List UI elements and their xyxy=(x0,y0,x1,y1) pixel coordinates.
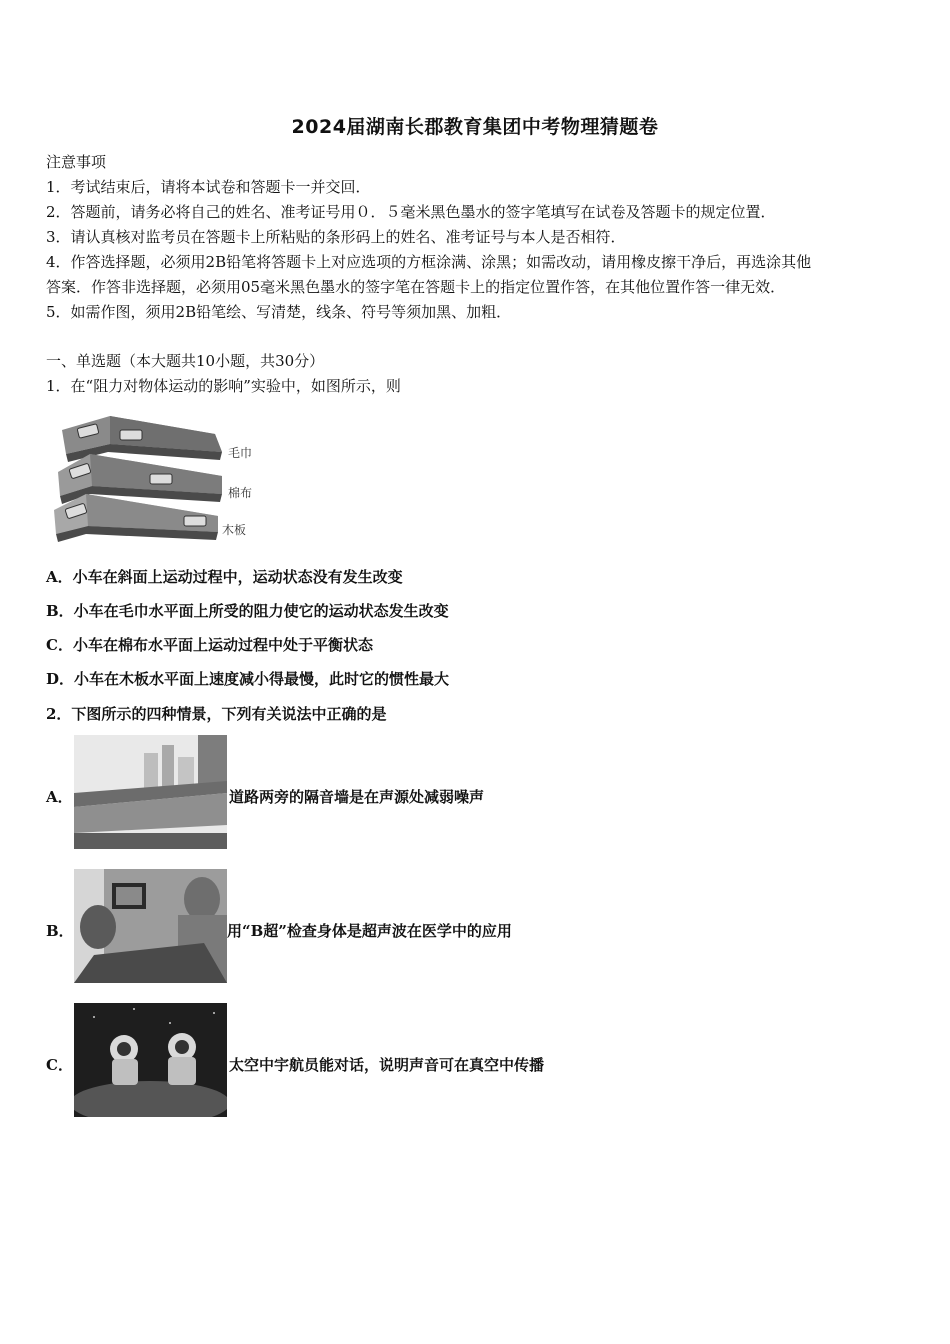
ramp-label: 木板 xyxy=(222,523,247,537)
ultrasound-photo xyxy=(74,869,227,983)
option-a: A．小车在斜面上运动过程中，运动状态没有发生改变 xyxy=(46,568,403,586)
sound-barrier-photo xyxy=(74,735,227,849)
notice-item: 答案．作答非选择题，必须用05毫米黑色墨水的签字笔在答题卡上的指定位置作答，在其他位置作答一律无效． xyxy=(46,278,786,296)
ramp-surfaces-figure xyxy=(50,410,265,545)
ramp-towel xyxy=(62,416,222,462)
option-b: B．小车在毛巾水平面上所受的阻力使它的运动状态发生改变 xyxy=(46,602,449,620)
option-letter: A． xyxy=(46,788,73,806)
notice-item: 4．作答选择题，必须用2B铅笔将答题卡上对应选项的方框涂满、涂黑；如需改动，请用橡皮擦干净后，再选涂其他 xyxy=(46,253,812,271)
option-text: 太空中宇航员能对话，说明声音可在真空中传播 xyxy=(229,1056,545,1074)
question-2-stem: 2．下图所示的四种情景，下列有关说法中正确的是 xyxy=(46,705,387,723)
notice-heading: 注意事项 xyxy=(46,153,107,171)
notice-item: 5．如需作图，须用2B铅笔绘、写清楚，线条、符号等须加黑、加粗． xyxy=(46,303,512,321)
option-text: 用“B超”检查身体是超声波在医学中的应用 xyxy=(227,922,512,940)
notice-item: 3．请认真核对监考员在答题卡上所粘贴的条形码上的姓名、准考证号与本人是否相符． xyxy=(46,228,626,246)
option-letter: C． xyxy=(46,1056,73,1074)
section-heading: 一、单选题（本大题共10小题，共30分） xyxy=(46,352,325,370)
page-title: 2024届湖南长郡教育集团中考物理猜题卷 xyxy=(291,116,659,138)
notice-item: 2．答题前，请务必将自己的姓名、准考证号用０．５毫米黑色墨水的签字笔填写在试卷及答题卡的规定位置． xyxy=(46,203,776,221)
ramp-label: 棉布 xyxy=(228,486,253,500)
option-text: 道路两旁的隔音墙是在声源处减弱噪声 xyxy=(229,788,485,806)
question-1-stem: 1．在“阻力对物体运动的影响”实验中，如图所示，则 xyxy=(46,377,401,395)
notice-item: 1．考试结束后，请将本试卷和答题卡一并交回． xyxy=(46,178,371,196)
astronauts-photo xyxy=(74,1003,227,1117)
option-d: D．小车在木板水平面上速度减小得最慢，此时它的惯性最大 xyxy=(46,670,450,688)
ramp-wood xyxy=(54,494,218,542)
option-letter: B． xyxy=(46,922,74,940)
ramp-label: 毛巾 xyxy=(228,446,253,460)
option-c: C．小车在棉布水平面上运动过程中处于平衡状态 xyxy=(46,636,373,654)
